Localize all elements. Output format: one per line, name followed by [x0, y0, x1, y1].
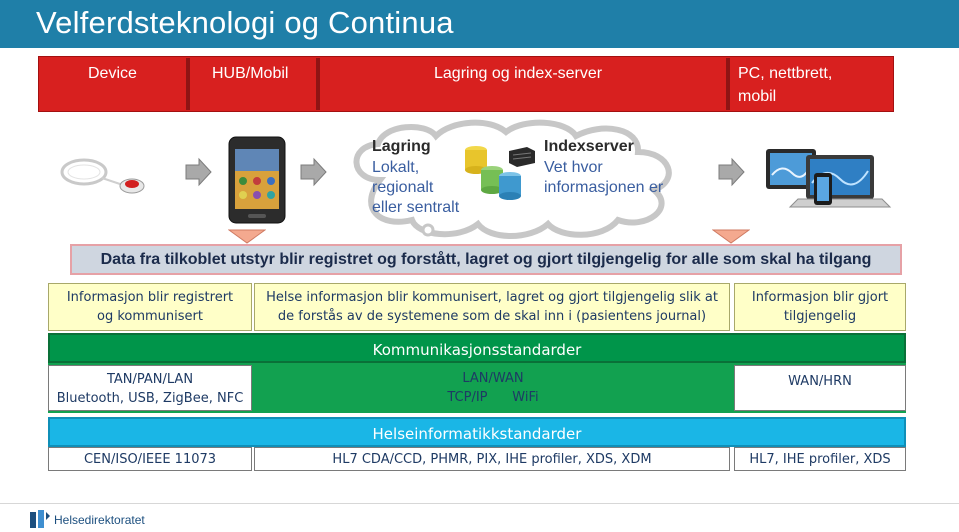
health-box-right [734, 447, 906, 471]
server-icon [505, 145, 537, 169]
cloud-index-line1: Vet hvor [544, 159, 603, 176]
info-right-line2: tilgjengelig [783, 309, 857, 324]
helsedirektoratet-logo-icon [28, 508, 52, 530]
footer-logo-text: Helsedirektoratet [54, 513, 145, 527]
info-box-middle [254, 283, 730, 331]
header-storage: Lagring og index-server [434, 65, 603, 82]
arrow-right-icon [183, 157, 213, 187]
header-divider [316, 58, 320, 110]
down-arrow-icon [712, 229, 750, 245]
health-box-left [48, 447, 252, 471]
header-pc-line1: PC, nettbrett, [738, 65, 833, 82]
alarm-pendant-icon [58, 150, 148, 200]
health-box-middle [254, 447, 730, 471]
header-divider [186, 58, 190, 110]
data-flow-text: Data fra tilkoblet utstyr blir registret og forstått, lagret og gjort tilgjengelig for alle som skal ha tilgang [100, 251, 872, 268]
footer-divider [0, 503, 959, 504]
arrow-right-icon [298, 157, 328, 187]
info-left-line2: og kommunisert [97, 309, 203, 324]
comm-box-left [48, 365, 252, 411]
health-standards-band [48, 417, 906, 447]
cloud-storage-line1: Lokalt, [372, 159, 420, 176]
header-hub: HUB/Mobil [212, 65, 289, 82]
cloud-index-line2: informasjonen er [544, 179, 664, 196]
info-left-line1: Informasjon blir registrert [66, 290, 234, 305]
health-left-text: CEN/ISO/IEEE 11073 [83, 452, 217, 467]
comm-middle-line1: LAN/WAN [462, 371, 524, 386]
smartphone-icon [226, 135, 288, 227]
header-pc-line2: mobil [738, 88, 777, 105]
arrow-right-icon [716, 157, 746, 187]
comm-right-text: WAN/HRN [788, 374, 852, 389]
data-flow-band [70, 244, 902, 275]
header-divider [726, 58, 730, 110]
health-middle-text: HL7 CDA/CCD, PHMR, PIX, IHE profiler, XDS, XDM [332, 452, 652, 467]
info-middle-line2: de forstås av de systemene som de skal inn i (pasientens journal) [277, 309, 707, 324]
comm-box-right [734, 365, 906, 411]
info-box-left [48, 283, 252, 331]
cloud-index-title: Indexserver [544, 138, 634, 155]
comm-standards-band [48, 333, 906, 363]
info-box-right [734, 283, 906, 331]
comm-middle-line2: TCP/IP WiFi [447, 390, 539, 405]
health-standards-label: Helseinformatikkstandarder [372, 425, 582, 443]
comm-box-middle [256, 367, 730, 411]
down-arrow-icon [228, 229, 266, 245]
cloud-storage-line2: regionalt [372, 179, 434, 196]
header-device: Device [88, 65, 137, 82]
comm-standards-label: Kommunikasjonsstandarder [372, 341, 582, 359]
devices-icon [762, 143, 894, 211]
slide-title: Velferdsteknologi og Continua [36, 5, 454, 40]
health-right-text: HL7, IHE profiler, XDS [749, 452, 891, 467]
cloud-storage-line3: eller sentralt [372, 199, 460, 216]
title-bar [0, 0, 959, 48]
info-middle-line1: Helse informasjon blir kommunisert, lagret og gjort tilgjengelig slik at [266, 290, 718, 305]
comm-left-line2: Bluetooth, USB, ZigBee, NFC [56, 391, 244, 406]
comm-left-line1: TAN/PAN/LAN [106, 372, 194, 387]
info-right-line1: Informasjon blir gjort [751, 290, 889, 305]
cloud-storage-title: Lagring [372, 138, 431, 155]
